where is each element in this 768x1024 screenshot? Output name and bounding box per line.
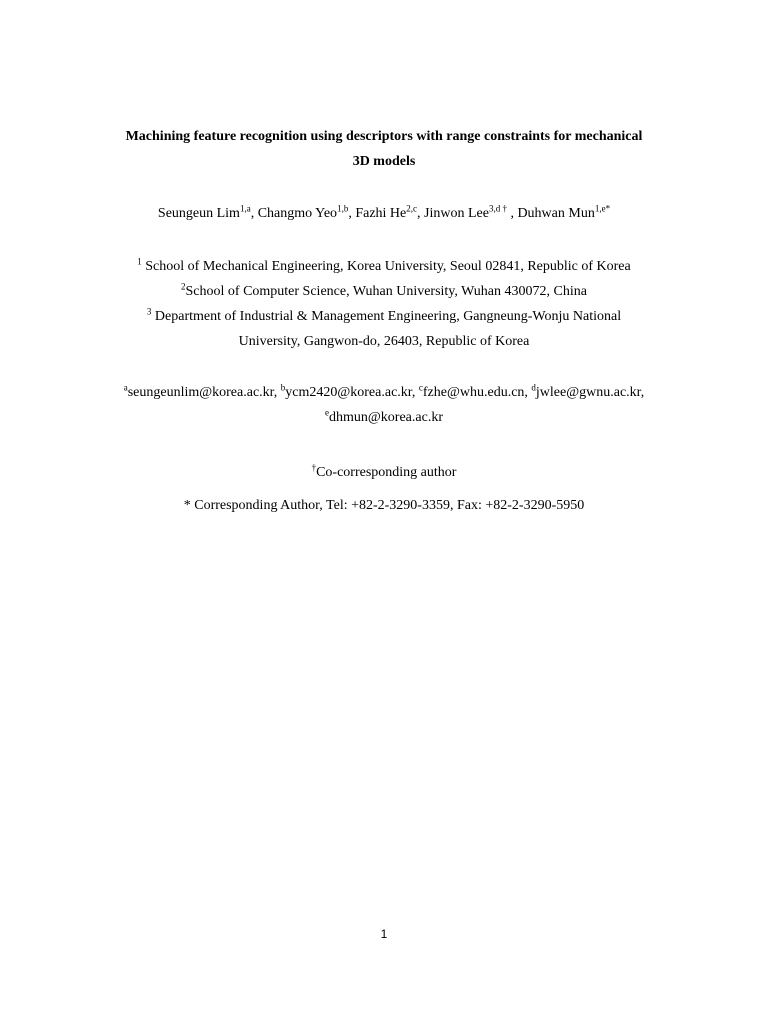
author: Jinwon Lee$^{3,d \dagger}$ , [424,203,518,221]
affiliation-1: $^1$ School of Mechanical Engineering, Korea University, Seoul 02841, Republic of Korea [137,256,631,274]
email: $^d$jwlee@gwnu.ac.kr, [531,382,645,400]
email-list-line-1 [0,384,768,402]
co-corresponding-note: †Co-corresponding author [311,462,457,480]
affiliation-3-continued: University, Gangwon-do, 26403, Republic of Korea [238,334,530,349]
page-number: 1 [380,927,388,941]
paper-title-line-1: Machining feature recognition using descriptors with range constraints for mechanical [125,129,643,144]
paper-title-line-2: 3D models [352,154,416,169]
email-list-line-2 [0,409,768,427]
email: $^c$fzhe@whu.edu.cn, [418,382,532,400]
author: Seungeun Lim$^{1,a}$, [157,203,258,221]
author-list [0,205,768,223]
author: Changmo Yeo$^{1,b}$, [257,203,356,221]
email: $^a$seungeunlim@korea.ac.kr, [123,382,281,400]
author: Fazhi He$^{2,c}$, [355,203,424,221]
affiliation-2: $^2$School of Computer Science, Wuhan University, Wuhan 430072, China [181,281,587,299]
email: $^b$ycm2420@korea.ac.kr, [280,382,419,400]
email: $^e$dhmun@korea.ac.kr [325,407,443,425]
author: Duhwan Mun$^{1,e*}$ [517,203,611,221]
corresponding-author-note: * Corresponding Author, Tel: +82-2-3290-3359, Fax: +82-2-3290-5950 [183,498,585,513]
affiliation-3: $^3$ Department of Industrial & Management Engineering, Gangneung-Wonju National [146,306,622,324]
